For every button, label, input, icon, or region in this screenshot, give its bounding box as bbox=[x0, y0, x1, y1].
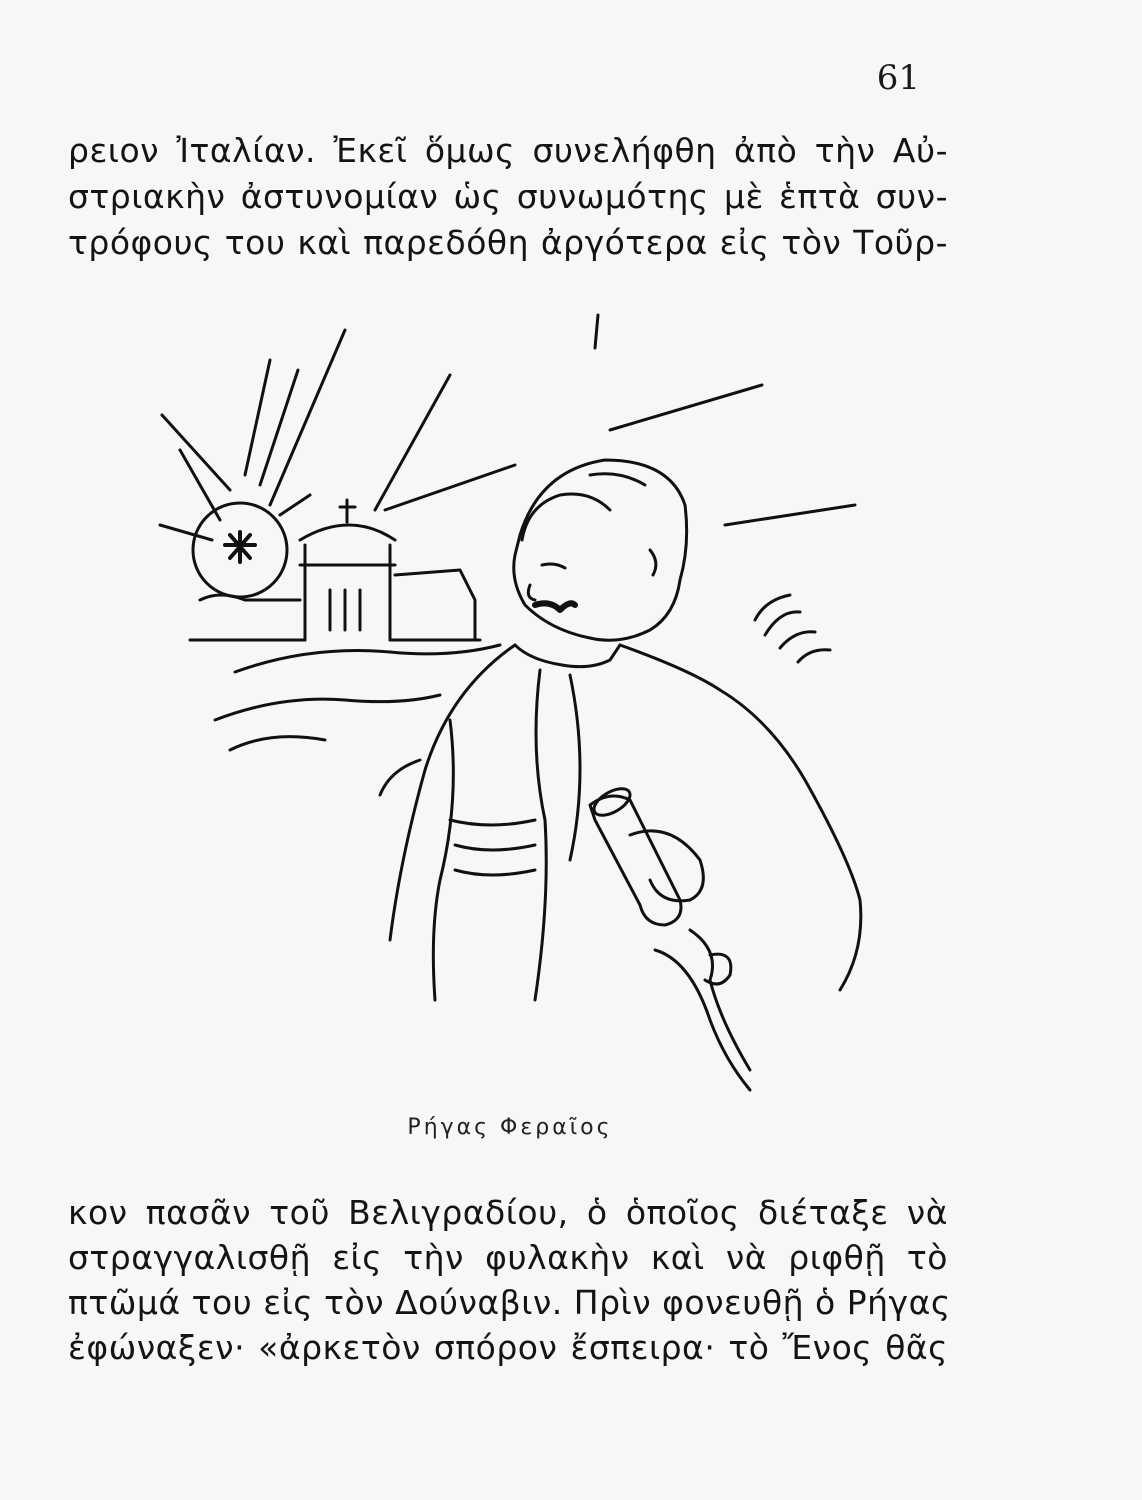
church-drawing bbox=[190, 500, 480, 640]
text-line: κον πασᾶν τοῦ Βελιγραδίου, ὁ ὁποῖος διέταξε νὰ bbox=[68, 1193, 948, 1232]
hill-line bbox=[235, 645, 500, 672]
scroll-and-hand bbox=[590, 783, 750, 1090]
text-line: στραγγαλισθῇ εἰς τὴν φυλακὴν καὶ νὰ ριφθῇ τὸ bbox=[68, 1238, 948, 1277]
bottom-paragraph bbox=[68, 1190, 951, 1370]
portrait-body bbox=[390, 645, 861, 1000]
text-line: ρειον Ἰταλίαν. Ἐκεῖ ὅμως συνελήφθη ἀπὸ τὴν Αὐ- bbox=[68, 131, 948, 170]
sky-stroke bbox=[385, 465, 515, 510]
text-line: τρόφους του καὶ παρεδόθη ἀργότερα εἰς τὸν Τοῦρ- bbox=[68, 223, 948, 262]
sky-stroke bbox=[610, 385, 762, 430]
sky-stroke bbox=[375, 375, 450, 510]
hill-line bbox=[230, 737, 325, 750]
motion-marks bbox=[755, 595, 830, 662]
text-line: ἐφώναξεν· «ἀρκετὸν σπόρον ἔσπειρα· τὸ Ἔνος θᾶς bbox=[68, 1328, 948, 1367]
emblem-icon bbox=[225, 532, 255, 562]
sun-rays bbox=[160, 330, 345, 540]
sky-stroke bbox=[595, 315, 598, 348]
text-line: πτῶμά του εἰς τὸν Δούναβιν. Πρὶν φονευθῇ ὁ Ρήγας bbox=[68, 1283, 951, 1322]
top-paragraph bbox=[68, 128, 948, 266]
portrait-head bbox=[514, 460, 687, 640]
hill-line bbox=[380, 760, 420, 795]
page-number: 61 bbox=[876, 58, 920, 98]
hill-line bbox=[215, 695, 440, 720]
text-line: στριακὴν ἀστυνομίαν ὡς συνωμότης μὲ ἑπτὰ συν- bbox=[68, 177, 948, 216]
sky-stroke bbox=[725, 505, 855, 525]
portrait-illustration bbox=[150, 300, 870, 1100]
illustration-caption: Ρήγας Φεραῖος bbox=[407, 1115, 613, 1140]
